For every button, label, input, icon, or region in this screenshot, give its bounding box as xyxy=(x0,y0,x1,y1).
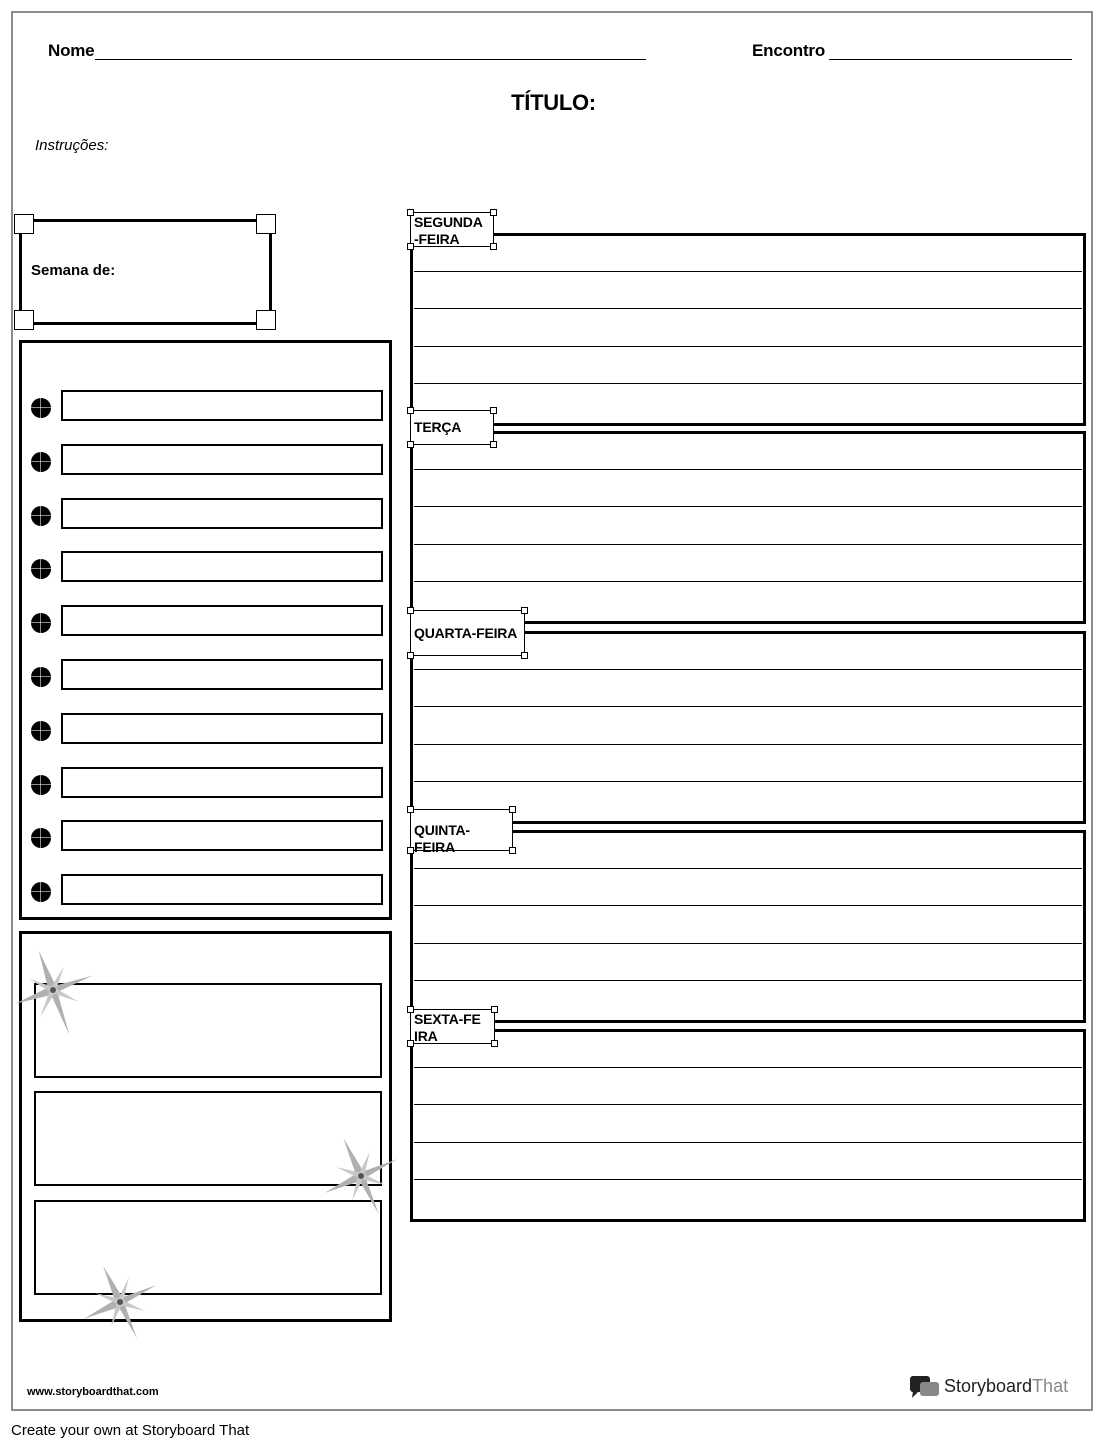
list-item-field[interactable] xyxy=(61,713,383,744)
writing-line xyxy=(414,271,1082,272)
note-box[interactable] xyxy=(34,983,382,1078)
resize-handle-icon xyxy=(490,441,497,448)
corner-handle-icon xyxy=(14,214,34,234)
day-label: QUINTA-FEIRA xyxy=(414,821,470,855)
page-title: TÍTULO: xyxy=(511,90,596,115)
note-box[interactable] xyxy=(34,1200,382,1295)
day-label-tag xyxy=(410,809,513,855)
writing-line xyxy=(414,581,1082,582)
day-label-tag xyxy=(410,410,494,445)
list-item-field[interactable] xyxy=(61,444,383,475)
writing-line xyxy=(414,669,1082,670)
resize-handle-icon xyxy=(407,441,414,448)
writing-line xyxy=(414,744,1082,745)
writing-line xyxy=(414,1142,1082,1143)
instructions-label: Instruções: xyxy=(35,137,109,154)
day-label-tag xyxy=(410,1009,495,1044)
list-item-field[interactable] xyxy=(61,498,383,529)
bullet-icon xyxy=(31,775,51,795)
week-label: Semana de: xyxy=(31,262,116,279)
day-writing-area[interactable] xyxy=(410,1029,1086,1222)
logo-accent: That xyxy=(1032,1376,1069,1396)
day-label: SEGUNDA-FEIRA xyxy=(414,214,483,247)
bullet-icon xyxy=(31,506,51,526)
writing-line xyxy=(414,868,1082,869)
corner-handle-icon xyxy=(256,214,276,234)
resize-handle-icon xyxy=(407,407,414,414)
day-label: SEXTA-FEIRA xyxy=(414,1011,481,1044)
resize-handle-icon xyxy=(407,652,414,659)
resize-handle-icon xyxy=(407,607,414,614)
logo-text xyxy=(944,1376,1068,1397)
writing-line xyxy=(414,544,1082,545)
list-item-field[interactable] xyxy=(61,605,383,636)
corner-handle-icon xyxy=(256,310,276,330)
list-item-field[interactable] xyxy=(61,551,383,582)
writing-line xyxy=(414,781,1082,782)
page-caption[interactable]: Create your own at Storyboard That xyxy=(11,1422,250,1439)
writing-line xyxy=(414,1067,1082,1068)
resize-handle-icon xyxy=(407,847,414,854)
name-label: Nome xyxy=(48,41,95,60)
day-label: QUARTA-FEIRA xyxy=(414,624,518,641)
writing-line xyxy=(414,469,1082,470)
note-box[interactable] xyxy=(34,1091,382,1186)
writing-line xyxy=(414,506,1082,507)
writing-line xyxy=(414,905,1082,906)
logo-main: Storyboard xyxy=(944,1376,1033,1396)
resize-handle-icon xyxy=(491,1006,498,1013)
bullet-icon xyxy=(31,667,51,687)
day-writing-area[interactable] xyxy=(410,830,1086,1023)
resize-handle-icon xyxy=(490,243,497,250)
writing-line xyxy=(414,706,1082,707)
speech-bubble-icon xyxy=(909,1374,941,1400)
resize-handle-icon xyxy=(407,243,414,250)
date-label: Encontro xyxy=(752,41,826,60)
resize-handle-icon xyxy=(490,209,497,216)
day-writing-area[interactable] xyxy=(410,631,1086,824)
writing-line xyxy=(414,943,1082,944)
list-item-field[interactable] xyxy=(61,767,383,798)
resize-handle-icon xyxy=(407,209,414,216)
resize-handle-icon xyxy=(491,1040,498,1047)
storyboardthat-logo[interactable] xyxy=(909,1374,1079,1400)
name-field-line[interactable] xyxy=(95,59,646,60)
writing-line xyxy=(414,1179,1082,1180)
resize-handle-icon xyxy=(407,1006,414,1013)
resize-handle-icon xyxy=(521,652,528,659)
list-item-field[interactable] xyxy=(61,874,383,905)
writing-line xyxy=(414,346,1082,347)
day-label: TERÇA xyxy=(414,419,462,435)
resize-handle-icon xyxy=(509,847,516,854)
resize-handle-icon xyxy=(407,806,414,813)
day-writing-area[interactable] xyxy=(410,233,1086,426)
sparkle-icons xyxy=(0,0,1,1)
resize-handle-icon xyxy=(490,407,497,414)
date-field-line[interactable] xyxy=(829,59,1072,60)
day-label-tag xyxy=(410,610,525,656)
bullet-icon xyxy=(31,452,51,472)
bullet-icon xyxy=(31,398,51,418)
list-item-field[interactable] xyxy=(61,390,383,421)
resize-handle-icon xyxy=(521,607,528,614)
writing-line xyxy=(414,1104,1082,1105)
bullet-icon xyxy=(31,721,51,741)
list-item-field[interactable] xyxy=(61,820,383,851)
resize-handle-icon xyxy=(509,806,516,813)
list-item-field[interactable] xyxy=(61,659,383,690)
day-label-tag xyxy=(410,212,494,247)
footer-url[interactable]: www.storyboardthat.com xyxy=(27,1386,159,1398)
writing-line xyxy=(414,308,1082,309)
writing-line xyxy=(414,383,1082,384)
corner-handle-icon xyxy=(14,310,34,330)
writing-line xyxy=(414,980,1082,981)
resize-handle-icon xyxy=(407,1040,414,1047)
day-writing-area[interactable] xyxy=(410,431,1086,624)
